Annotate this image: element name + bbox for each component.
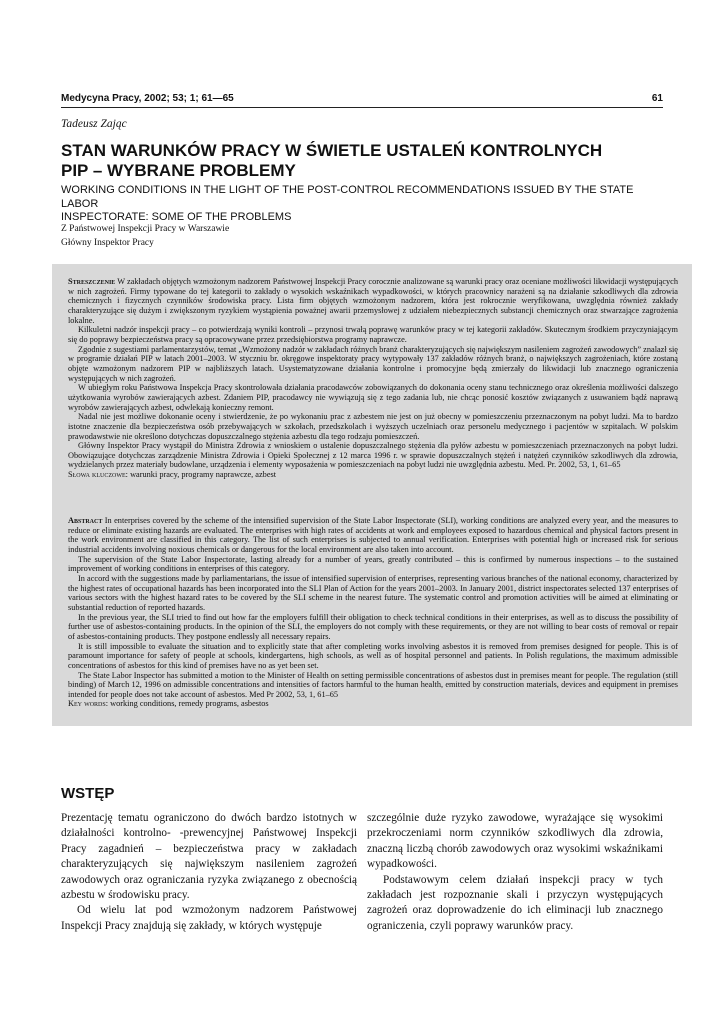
abstract-pl-paragraph: Kilkuletni nadzór inspekcji pracy – co potwierdzają wyniki kontroli – przynosi trwałą poprawę warunków pracy w tej kategorii zakładów. Skutecznym środkiem przyczyniającym się do poprawy bezpieczeństwa pracy są opracowywane przez przedsiębiorstwa programy naprawcze. <box>68 325 678 344</box>
keywords-en-label: Key words: <box>68 699 109 709</box>
affiliation <box>61 222 229 250</box>
article-title <box>61 141 671 181</box>
page-number: 61 <box>651 93 663 104</box>
body-column-left <box>61 811 357 934</box>
abstract-en-paragraph: It is still impossible to evaluate the situation and to explicitly state that after completing works involving asbestos it is removed from premises designed for people. This is of paramount importance for safety of people at schools, kindergartens, high schools, as well as of hospital personnel and patients. In Polish regulations, the maximum admissible concentrations of asbestos for this kind of premises have no as yet been set. <box>68 641 678 670</box>
abstract-polish <box>68 277 678 480</box>
abstract-en-paragraph: In the previous year, the SLI tried to find out how far the employers fulfill their obligation to check technical conditions in their enterprises, as well as to discuss the possibility of further use of asbestos-containing products. In the opinion of the SLI, the employers do not comply with these requirements, or they are not willing to bear costs of removal or repair of asbestos-containing products. They postpone endlessly all necessary repairs. <box>68 612 678 641</box>
header-rule <box>61 107 663 108</box>
running-head <box>61 88 663 104</box>
abstract-pl-paragraph: Główny Inspektor Pracy wystąpił do Ministra Zdrowia z wnioskiem o ustalenie dopuszczalnego stężenia dla pyłów azbestu w pomieszczeniach przeznaczonych na pobyt ludzi. Obowiązujące dotychczas zarządzenie Ministra Zdrowia i Opieki Społecznej z 12 marca 1996 r. w sprawie dopuszczalnych stężeń i natężeń czynników szkodliwych dla zdrowia, wydzielanych przez materiały budowlane, urządzenia i elementy wyposażenia w pomieszczeniach na pobyt ludzi nie uwzględnia azbestu. Med. Pr. 2002, 53, 1, 61–65 <box>68 441 678 470</box>
affiliation-position: Główny Inspektor Pracy <box>61 238 154 248</box>
abstract-en-paragraph: The supervision of the State Labor Inspectorate, lasting already for a number of years, greatly contributed – this is confirmed by numerous inspections – to the sustained improvement of working conditions in enterprises of this category. <box>68 554 678 574</box>
journal-citation: Medycyna Pracy, 2002; 53; 1; 61—65 <box>61 93 234 104</box>
body-paragraph: Podstawowym celem działań inspekcji pracy w tych zakładach jest rozpoznanie skali i przyczyn występujących zagrożeń oraz doprowadzenie do ich eliminacji lub znacznego ograniczenia, czyli poprawy warunków pracy. <box>367 873 663 932</box>
abstract-pl-paragraph: Streszczenie W zakładach objętych wzmożonym nadzorem Państwowej Inspekcji Pracy corocznie analizowane są warunki pracy oraz oceniane możliwości likwidacji występujących w nich zagrożeń. Firmy typowane do tej kategorii to zakłady o wysokich wskaźnikach wypadkowości, w których pracownicy narażeni są na działanie szkodliwych dla zdrowia chemicznych i fizycznych czynników środowiska pracy. Lista firm objętych wzmożonym nadzorem, która jest rokrocznie weryfikowana, uwzględnia również zakłady charakteryzujące się dużym i zwiększonym ryzykiem wystąpienia poważnej awarii przemysłowej z udziałem niebezpiecznych substancji chemicznych oraz stwarzające zagrożenia lokalne. <box>68 277 678 325</box>
abstract-pl-label: Streszczenie <box>68 277 116 286</box>
keywords-pl-values: warunki pracy, programy naprawcze, azbest <box>130 470 277 480</box>
abstract-english <box>68 516 678 709</box>
abstract-en-label: Abstract <box>68 516 103 525</box>
abstract-pl-paragraph: Zgodnie z sugestiami parlamentarzystów, temat „Wzmożony nadzór w zakładach różnych branż charakteryzujących się największym nasileniem zagrożeń zawodowych” znalazł się w programie działań PIP w latach 2001–2003. W styczniu br. okręgowe inspektoraty pracy wytypowały 137 zakładów różnych branż, o największych zagrożeniach, które zostaną objęte wzmożonym nadzorem PIP w najbliższych latach. Usystematyzowane działania kontrolne i promocyjne będą zmierzały do likwidacji lub znacznego ograniczenia występujących w nich zagrożeń. <box>68 344 678 383</box>
title-line-1: STAN WARUNKÓW PRACY W ŚWIETLE USTALEŃ KONTROLNYCH <box>61 141 603 160</box>
title-line-2: PIP – WYBRANE PROBLEMY <box>61 161 296 180</box>
article-title-english <box>61 184 671 225</box>
keywords-pl <box>68 470 678 480</box>
keywords-en-values: working conditions, remedy programs, asbestos <box>110 699 269 709</box>
keywords-en <box>68 699 678 709</box>
abstract-en-paragraph: In accord with the suggestions made by parliamentarians, the issue of intensified supervision of enterprises, representing various branches of the national economy, characterized by the highest rates of occupational hazards has been incorporated into the SLI Plan of Action for the years 2001–2003. In January 2001, district inspectorates selected 137 enterprises of various sectors with the highest hazard rates to be covered by the SLI scheme in the nearest future. The systematic control and promotion activities will be aimed at eliminating or substantial reduction of reported hazards. <box>68 573 678 612</box>
title-en-line-1: WORKING CONDITIONS IN THE LIGHT OF THE POST-CONTROL RECOMMENDATIONS ISSUED BY THE STATE LABOR <box>61 184 634 210</box>
author-name: Tadeusz Zając <box>61 118 127 130</box>
abstract-en-paragraph: The State Labor Inspector has submitted a motion to the Minister of Health on setting permissible concentrations of asbestos dust in premises meant for people. The regulation (still binding) of March 12, 1996 on admissible concentrations and intensities of factors harmful to the human health, emitted by construction materials, devices and equipment in premises intended for people does not take account of asbestos. Med Pr 2002, 53, 1, 61–65 <box>68 670 678 699</box>
body-paragraph: szczególnie duże ryzyko zawodowe, wyrażające się wysokimi przekroczeniami norm czynników szkodliwych dla zdrowia, znaczną liczbą chorób zawodowych oraz wysokimi wskaźnikami wypadkowości. <box>367 812 663 871</box>
keywords-pl-label: Słowa kluczowe: <box>68 470 128 480</box>
body-column-right <box>367 811 663 934</box>
affiliation-institution: Z Państwowej Inspekcji Pracy w Warszawie <box>61 224 230 234</box>
title-en-line-2: INSPECTORATE: SOME OF THE PROBLEMS <box>61 211 292 223</box>
abstract-pl-paragraph: Nadal nie jest możliwe dokonanie oceny i stwierdzenie, że po wykonaniu prac z azbestem nie jest on już obecny w pomieszczeniu przeznaczonym na pobyt ludzi. Ma to bardzo istotne znaczenie dla bezpieczeństwa osób przebywających w szkołach, przedszkolach i wyższych uczelniach oraz personelu medycznego i pacjentów w szpitalach. W polskim prawodawstwie nie określono dotychczas dopuszczalnego stężenia azbestu dla tego rodzaju pomieszczeń. <box>68 412 678 441</box>
abstract-pl-paragraph: W ubiegłym roku Państwowa Inspekcja Pracy skontrolowała działania pracodawców zobowiązanych do dokonania oceny stanu technicznego oraz określenia możliwości dalszego użytkowania wyrobów zawierających azbest. Zdaniem PIP, pracodawcy nie wywiązują się z tego zadania lub, nie chcąc ponosić kosztów związanych z usuwaniem bądź naprawą wyrobów zawierających azbest, odwlekają konieczny remont. <box>68 383 678 412</box>
section-heading: WSTĘP <box>61 785 115 802</box>
body-paragraph: Od wielu lat pod wzmożonym nadzorem Państwowej Inspekcji Pracy znajdują się zakłady, w których występuje <box>61 904 357 932</box>
abstract-en-paragraph: Abstract In enterprises covered by the scheme of the intensified supervision of the State Labor Inspectorate (SLI), working conditions are analyzed every year, and the measures to reduce or eliminate existing hazards are evaluated. The enterprises with high rates of accidents at work and employees exposed to hazardous chemical and physical factors present in the work environment are classified in this category. The list of such enterprises is subjected to annual verification. Enterprises with potential high or increased risk for serious industrial accidents involving noxious chemicals or dangerous for the local environment are also taken into account. <box>68 516 678 554</box>
body-paragraph: Prezentację tematu ograniczono do dwóch bardzo istotnych w działalności kontrolno- -prewencyjnej Państwowej Inspekcji Pracy zagadnień – bezpieczeństwa pracy w zakładach charakteryzujących się największym nasileniem zagrożeń zawodowych oraz ograniczania ryzyka związanego z obecnością azbestu w środowisku pracy. <box>61 812 357 902</box>
